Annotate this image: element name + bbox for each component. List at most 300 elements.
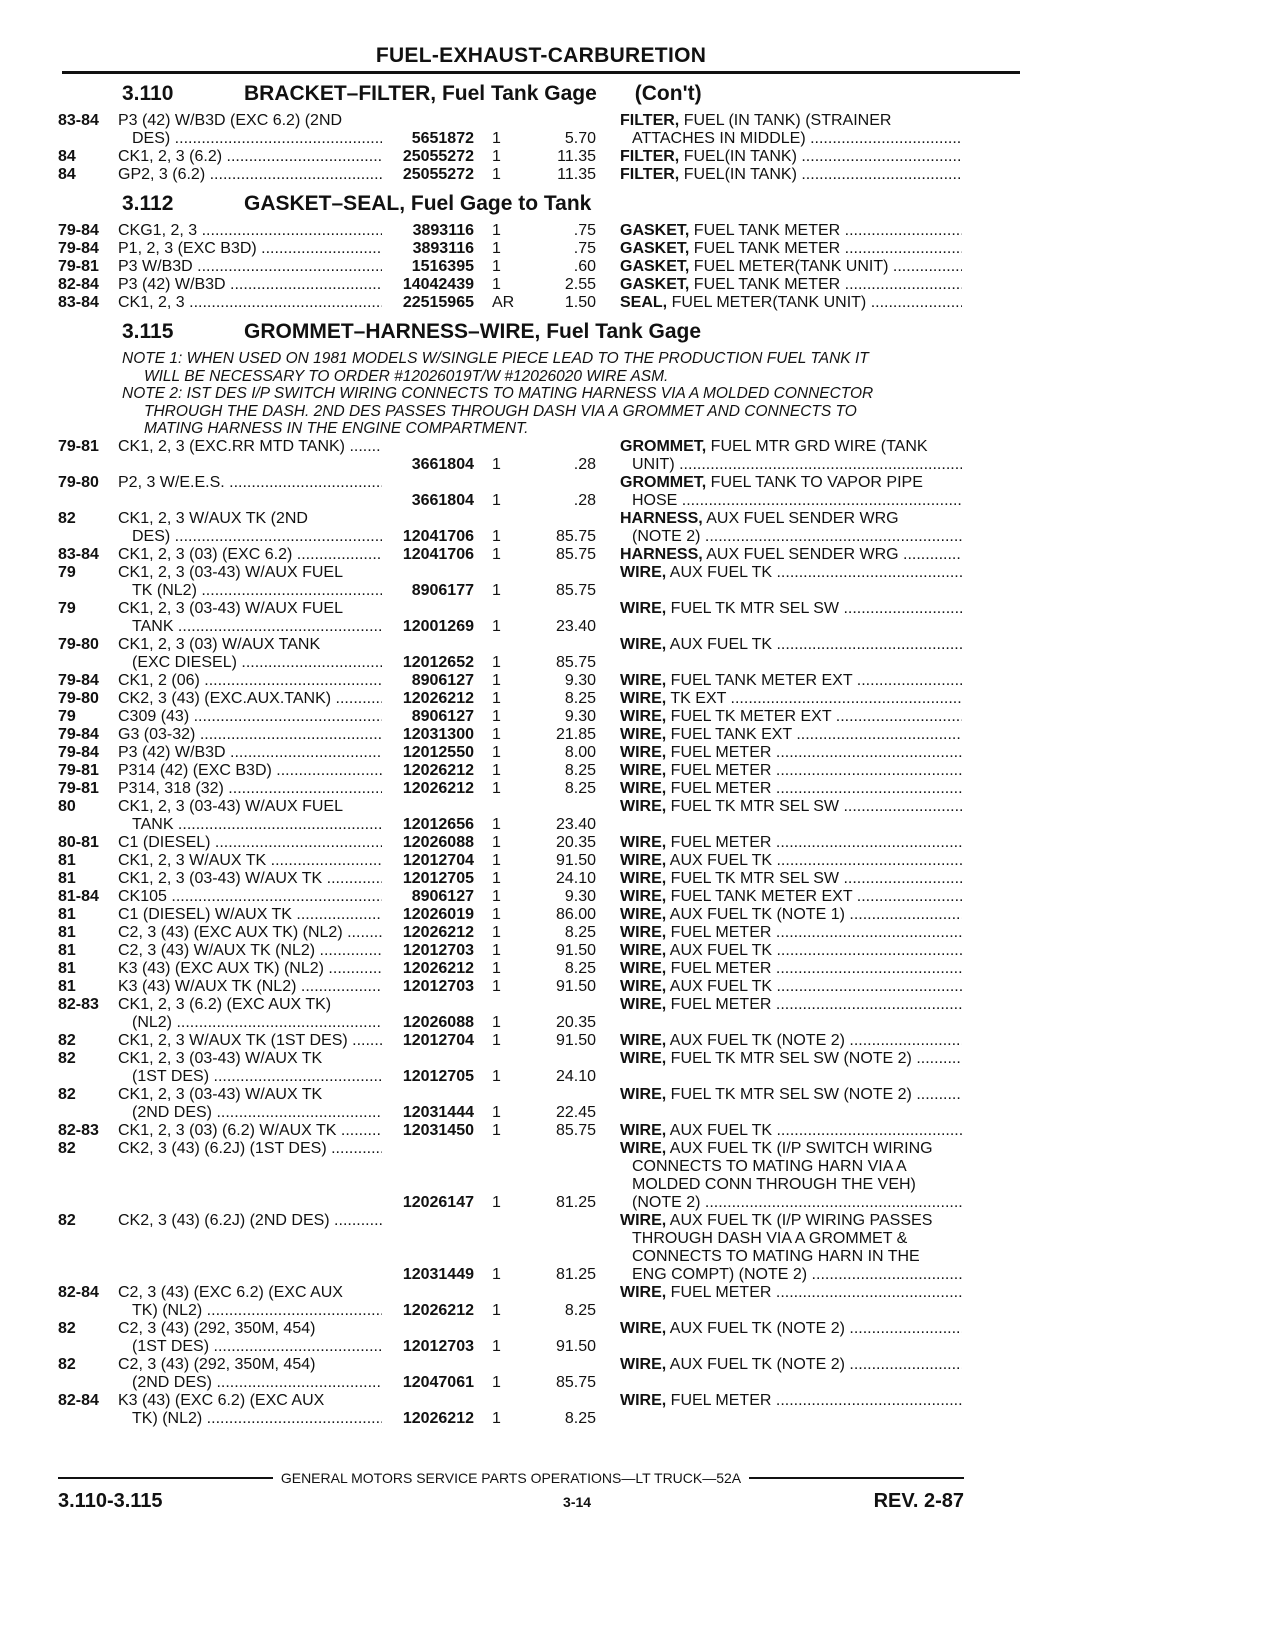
application-line: TK) (NL2) ..... [118,1302,382,1320]
footer-publisher-line [58,1470,964,1486]
description-text: FUEL METER [670,1391,772,1409]
part-number: 12001269 [402,617,474,635]
application [118,870,382,888]
model-years: 83-84 [58,545,99,563]
description-text: AUX FUEL TK [669,635,773,653]
description-text: FUEL TK MTR SEL SW [670,599,839,617]
price: 8.25 [564,1301,596,1319]
application-line: G3 (03-32) ..... [118,726,382,744]
description [620,1212,962,1284]
application [118,474,382,492]
table-row [58,978,1020,996]
description-line [620,1140,962,1158]
application-line: P1, 2, 3 (EXC B3D) ..... [118,240,382,258]
price: 8.25 [564,923,596,941]
quantity: 1 [492,923,501,941]
price: 81.25 [555,1193,596,1211]
price: .75 [573,222,596,239]
description-name: WIRE, [620,1391,667,1409]
section-heading [58,188,1020,222]
application [118,1392,382,1428]
description-text: FUEL TANK METER [693,222,841,239]
description-name: GASKET, [620,276,690,293]
application-line: CKG1, 2, 3 ..... [118,222,382,240]
application-line: CK1, 2, 3 (EXC.RR MTD TANK) ..... [118,438,382,456]
description-text: AUX FUEL SENDER WRG [706,545,899,563]
description [620,166,962,184]
quantity: AR [492,294,515,311]
quantity: 1 [492,1121,501,1139]
quantity: 1 [492,959,501,977]
price: 9.30 [564,671,596,689]
description-name: WIRE, [620,1319,667,1337]
application [118,798,382,834]
description-text: FUEL TK MTR SEL SW (NOTE 2) [670,1049,912,1067]
description-name: GASKET, [620,222,690,239]
part-number: 12031450 [402,1121,474,1139]
part-number: 25055272 [402,166,474,183]
part-number: 12031444 [402,1103,474,1121]
description-line [620,1212,962,1230]
application-line: DES) ..... [118,528,382,546]
note-line: NOTE 1: WHEN USED ON 1981 MODELS W/SINGLE PIECE LEAD TO THE PRODUCTION FUEL TANK IT [122,350,869,367]
model-years: 84 [58,148,76,165]
application [118,240,382,258]
description-name: HARNESS, [620,545,703,563]
description-line [620,1176,962,1194]
model-years: 81 [58,959,76,977]
application-line: K3 (43) W/AUX TK (NL2) ..... [118,978,382,996]
quantity: 1 [492,1373,501,1391]
model-years: 81 [58,905,76,923]
section-number: 3.110 [122,82,174,105]
section-notes [122,350,1020,438]
table-row [58,834,1020,852]
table-row [58,1212,1020,1284]
section-heading [58,78,1020,112]
quantity: 1 [492,887,501,905]
parts-table [58,222,1020,312]
application-line: CK1, 2 (06) ..... [118,672,382,690]
part-number: 3893116 [412,240,474,257]
price: 85.75 [555,545,596,563]
description-text: FUEL TANK METER EXT [670,671,853,689]
description-name: WIRE, [620,1031,667,1049]
application [118,906,382,924]
application [118,636,382,672]
table-row [58,1032,1020,1050]
application [118,888,382,906]
price: 2.55 [564,276,596,293]
application [118,1122,382,1140]
description-text: AUX FUEL TK (NOTE 2) [669,1355,845,1373]
description-name: WIRE, [620,1049,667,1067]
description [620,564,962,582]
section-continued: (Con't) [634,82,702,105]
application-line: C1 (DIESEL) ..... [118,834,382,852]
description-name: WIRE, [620,707,667,725]
description-name: WIRE, [620,1085,667,1103]
application [118,762,382,780]
description-text: AUX FUEL TK (NOTE 2) [669,1031,845,1049]
description-text: FUEL(IN TANK) [683,166,797,183]
model-years: 82 [58,1085,76,1103]
application [118,996,382,1032]
description-name: WIRE, [620,1283,667,1301]
description-text: FUEL METER [670,1283,772,1301]
part-number: 12026212 [402,923,474,941]
application-line: CK1, 2, 3 W/AUX TK (2ND [118,509,308,527]
application-line: CK105 ..... [118,888,382,906]
description [620,1392,962,1410]
description [620,870,962,888]
table-row [58,438,1020,474]
table-row [58,1050,1020,1086]
part-number: 12026019 [402,905,474,923]
quantity: 1 [492,258,501,275]
part-number: 12026212 [402,959,474,977]
description [620,996,962,1014]
table-row [58,870,1020,888]
application-line: CK1, 2, 3 (03) (EXC 6.2) ..... [118,546,382,564]
description-name: GROMMET, [620,437,707,455]
price: .28 [573,455,596,473]
description-line [620,1284,962,1302]
price: 91.50 [555,851,596,869]
application-line: K3 (43) (EXC 6.2) (EXC AUX [118,1391,325,1409]
description-line [620,1050,962,1068]
application [118,1140,382,1158]
footer-rule-right [749,1477,964,1479]
section-number: 3.112 [122,192,174,215]
description-line [620,1392,962,1410]
price: 85.75 [555,527,596,545]
quantity: 1 [492,671,501,689]
application-line: (1ST DES) ..... [118,1338,382,1356]
part-number: 12026088 [402,1013,474,1031]
price: 81.25 [555,1265,596,1283]
description-name: WIRE, [620,1139,667,1157]
application [118,276,382,294]
description-name: WIRE, [620,761,667,779]
application-line: K3 (43) (EXC AUX TK) (NL2) ..... [118,960,382,978]
price: 11.35 [557,166,596,183]
section-title: GROMMET–HARNESS–WIRE, Fuel Tank Gage [244,320,702,343]
model-years: 79-80 [58,635,99,653]
description-text: AUX FUEL TK [669,563,773,581]
description-text: FUEL (IN TANK) (STRAINER [683,112,892,129]
model-years: 79-84 [58,743,99,761]
table-row [58,564,1020,600]
price: 8.25 [564,959,596,977]
table-row [58,1392,1020,1428]
description-line [620,636,962,654]
application-line: C309 (43) ..... [118,708,382,726]
description-line [620,690,962,708]
application [118,1320,382,1356]
quantity: 1 [492,581,501,599]
price: 9.30 [564,887,596,905]
quantity: 1 [492,905,501,923]
model-years: 79-81 [58,761,99,779]
section-heading [58,316,1020,350]
price: 8.25 [564,779,596,797]
table-row [58,888,1020,906]
table-row [58,1356,1020,1392]
table-row [58,636,1020,672]
description-text: ENG COMPT) (NOTE 2) [632,1265,808,1283]
model-years: 79 [58,563,76,581]
quantity: 1 [492,545,501,563]
footer-publisher: GENERAL MOTORS SERVICE PARTS OPERATIONS—LT TRUCK—52A [280,1470,742,1486]
price: 24.10 [555,1067,596,1085]
description-line [620,762,962,780]
table-row [58,906,1020,924]
part-number: 12012703 [402,941,474,959]
table-row [58,780,1020,798]
description-text: FUEL MTR GRD WIRE (TANK [710,437,928,455]
application-line: (NL2) ..... [118,1014,382,1032]
quantity: 1 [492,617,501,635]
quantity: 1 [492,1103,501,1121]
price: 5.70 [564,130,596,147]
description-text: TK EXT [670,689,727,707]
description-line [620,438,962,456]
description-text: FUEL TK MTR SEL SW [670,797,839,815]
part-number: 25055272 [402,148,474,165]
model-years: 79-80 [58,689,99,707]
application [118,1356,382,1392]
description-line [620,240,962,258]
application-line: DES) ..... [118,130,382,148]
application-line: TK (NL2) ..... [118,582,382,600]
quantity: 1 [492,725,501,743]
section-3-112 [58,188,1020,312]
description-name: WIRE, [620,779,667,797]
application-line: (EXC DIESEL) ..... [118,654,382,672]
description-text: FUEL TANK EXT [670,725,792,743]
model-years: 81 [58,869,76,887]
table-row [58,166,1020,184]
description-line [620,960,962,978]
description-text: FUEL METER [670,959,772,977]
table-row [58,148,1020,166]
price: 91.50 [555,1337,596,1355]
part-number: 12012705 [402,1067,474,1085]
description-line [620,130,962,148]
description-text: AUX FUEL TK (NOTE 2) [669,1319,845,1337]
description-name: WIRE, [620,689,667,707]
model-years: 81 [58,977,76,995]
description-name: WIRE, [620,563,667,581]
description-name: HARNESS, [620,509,703,527]
description-line [620,1248,962,1266]
application [118,780,382,798]
catalog-page [58,44,1020,1428]
application-line: P3 (42) W/B3D ..... [118,744,382,762]
footer-section-range: 3.110-3.115 [58,1490,163,1512]
description-name: WIRE, [620,941,667,959]
application-line: C2, 3 (43) (292, 350M, 454) [118,1355,316,1373]
description-line [620,726,962,744]
application-line: CK1, 2, 3 (03-43) W/AUX TK [118,1049,323,1067]
part-number: 12012703 [402,1337,474,1355]
quantity: 1 [492,761,501,779]
part-number: 12012703 [402,977,474,995]
part-number: 12012704 [402,851,474,869]
table-row [58,672,1020,690]
description-line [620,564,962,582]
price: 85.75 [555,1121,596,1139]
description [620,258,962,276]
application-line: CK2, 3 (43) (6.2J) (1ST DES) ..... [118,1140,382,1158]
description-name: WIRE, [620,635,667,653]
application-line: CK1, 2, 3 W/AUX TK (1ST DES) ..... [118,1032,382,1050]
description-line [620,870,962,888]
table-row [58,1140,1020,1212]
description-text: FUEL METER [670,833,772,851]
description-line [620,166,962,184]
description [620,148,962,166]
description [620,906,962,924]
description-name: WIRE, [620,959,667,977]
description-name: WIRE, [620,797,667,815]
description [620,762,962,780]
description-text: FUEL TK MTR SEL SW (NOTE 2) [670,1085,912,1103]
price: 85.75 [555,653,596,671]
description-line [620,1032,962,1050]
application [118,690,382,708]
quantity: 1 [492,276,501,293]
model-years: 82 [58,1355,76,1373]
quantity: 1 [492,1193,501,1211]
part-number: 12031300 [402,725,474,743]
application-line: C2, 3 (43) (292, 350M, 454) [118,1319,316,1337]
price: 8.25 [564,1409,596,1427]
application-line: (2ND DES) ..... [118,1374,382,1392]
quantity: 1 [492,1265,501,1283]
description [620,924,962,942]
price: 22.45 [555,1103,596,1121]
description-text: HOSE [632,491,678,509]
application [118,1050,382,1086]
model-years: 79 [58,707,76,725]
description-line [620,744,962,762]
table-row [58,762,1020,780]
description-text: FUEL TANK METER [693,276,841,293]
quantity: 1 [492,707,501,725]
description-line [620,492,962,510]
application-line: CK1, 2, 3 ..... [118,294,382,312]
description [620,978,962,996]
part-number: 8906177 [411,581,474,599]
description-line [620,1266,962,1284]
description-line [620,258,962,276]
price: 23.40 [555,617,596,635]
model-years: 82-84 [58,1391,99,1409]
model-years: 79-81 [58,258,99,275]
description [620,222,962,240]
description-text: FUEL TANK METER [693,240,841,257]
model-years: 82 [58,1031,76,1049]
application-line: GP2, 3 (6.2) ..... [118,166,382,184]
application-line: CK1, 2, 3 (03) (6.2) W/AUX TK ..... [118,1122,382,1140]
application-line: P2, 3 W/E.E.S. ..... [118,474,382,492]
section-title: BRACKET–FILTER, Fuel Tank Gage [244,82,597,105]
quantity: 1 [492,815,501,833]
description-name: WIRE, [620,743,667,761]
quantity: 1 [492,941,501,959]
model-years: 79-81 [58,779,99,797]
description-line [620,112,962,130]
description [620,942,962,960]
section-3-110 [58,78,1020,184]
application-line: P3 W/B3D ..... [118,258,382,276]
price: 91.50 [555,941,596,959]
description-name: WIRE, [620,599,667,617]
description-name: GASKET, [620,240,690,257]
table-row [58,690,1020,708]
table-row [58,960,1020,978]
description-text: AUX FUEL TK [669,851,773,869]
quantity: 1 [492,1067,501,1085]
table-row [58,258,1020,276]
description [620,690,962,708]
part-number: 12012705 [402,869,474,887]
description-line [620,906,962,924]
model-years: 79-84 [58,725,99,743]
description [620,834,962,852]
quantity: 1 [492,779,501,797]
table-row [58,510,1020,546]
description-line [620,600,962,618]
description-name: WIRE, [620,923,667,941]
description-line [620,780,962,798]
quantity: 1 [492,222,501,239]
application-line: TANK ..... [118,618,382,636]
price: 20.35 [555,833,596,851]
part-number: 12012550 [402,743,474,761]
application [118,978,382,996]
page-header-title: FUEL-EXHAUST-CARBURETION [62,44,1020,74]
part-number: 12012652 [402,653,474,671]
quantity: 1 [492,977,501,995]
description [620,1320,962,1338]
description-name: WIRE, [620,1121,667,1139]
description-name: WIRE, [620,995,667,1013]
part-number: 1516395 [411,258,474,275]
description-text: ATTACHES IN MIDDLE) [632,130,806,147]
application [118,726,382,744]
price: 21.85 [555,725,596,743]
description-text: CONNECTS TO MATING HARN IN THE [632,1247,920,1265]
description [620,112,962,148]
price: 20.35 [555,1013,596,1031]
description-name: WIRE, [620,833,667,851]
application-line: CK1, 2, 3 (03-43) W/AUX TK ..... [118,870,382,888]
application [118,924,382,942]
description [620,1140,962,1212]
quantity: 1 [492,148,501,165]
description [620,1122,962,1140]
price: 24.10 [555,869,596,887]
model-years: 79-84 [58,671,99,689]
quantity: 1 [492,653,501,671]
part-number: 12031449 [402,1265,474,1283]
description-name: WIRE, [620,1211,667,1229]
quantity: 1 [492,689,501,707]
description-line [620,978,962,996]
